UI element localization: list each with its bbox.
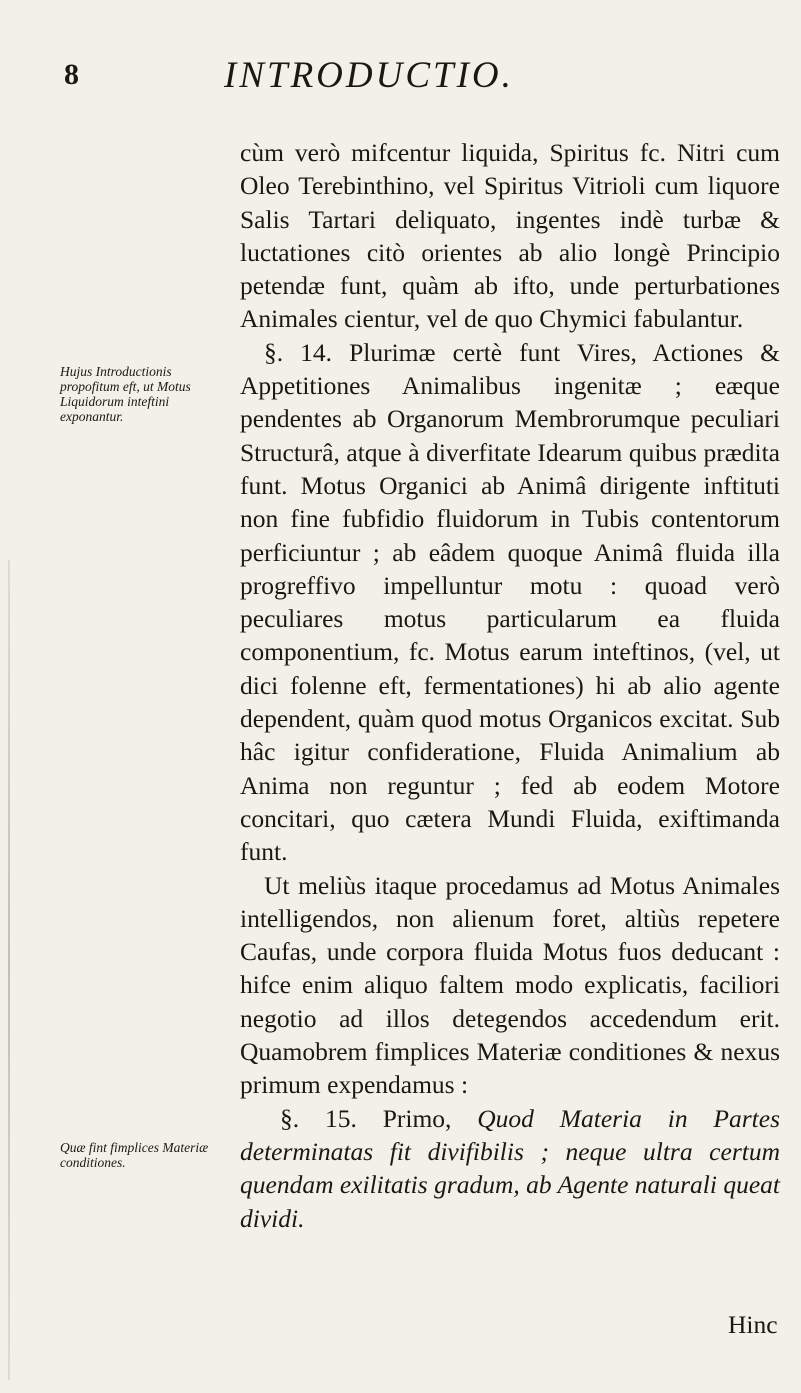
ut-melius-paragraph: Ut meliùs itaque procedamus ad Motus Animales intelligendos, non alienum foret, altiùs repetere Caufas, unde corpora fluida Motus fuos deducant : hifce enim aliquo faltem modo explicatis, faciliori negotio ad illos detegendos accedendum erit. Quamobrem fimplices Materiæ conditiones & nexus primum expendamus : xyxy=(240,870,780,1100)
section-15-lead: Primo, xyxy=(382,1103,452,1133)
section-14-text: Plurimæ certè funt Vires, Actiones & Appetitiones Animalibus ingenitæ ; eæque pendentes ab Organorum Membrorumque peculiari Structurâ, atque à diverfitate Idearum quibus prædita funt. Motus Organici ab Animâ dirigente inftituti non fine fubfidio fluidorum in Tubis contentorum perficiuntur ; ab eâdem quoque Animâ fluida illa progreffivo impelluntur motu : quoad verò peculiares motus particularum ea fluida componentium, fc. Motus earum inteftinos, (vel, ut dici folenne eft, fermentationes) hi ab alio agente dependent, quàm quod motus Organicos excitat. Sub hâc igitur confideratione, Fluida Animalium ab Anima non reguntur ; fed ab eodem Motore concitari, quo cætera Mundi Fluida, exiftimanda funt. xyxy=(240,337,781,867)
page-number: 8 xyxy=(64,58,79,91)
section-15-paragraph xyxy=(240,1102,780,1235)
body-text xyxy=(240,136,780,1235)
running-title: INTRODUCTIO. xyxy=(224,55,514,96)
section-15-label: §. 15. xyxy=(280,1103,357,1133)
page-gutter-shadow xyxy=(8,560,10,1380)
section-14-paragraph xyxy=(240,336,780,869)
page-header xyxy=(0,55,801,108)
marginal-note-15: Quæ fint fimplices Materiæ conditiones. xyxy=(60,1140,209,1170)
opening-paragraph: cùm verò mifcentur liquida, Spiritus fc. Nitri cum Oleo Terebinthino, vel Spiritus Vitrioli cum liquore Salis Tartari deliquato, ingentes indè turbæ & luctationes citò orientes ab alio longè Principio petendæ funt, quàm ab ifto, unde perturbationes Animales cientur, vel de quo Chymici fabulantur. xyxy=(240,138,780,334)
section-14-label: §. 14. xyxy=(264,337,333,367)
marginal-note-14: Hujus Introductionis propofitum eft, ut Motus Liquidorum inteftini exponantur. xyxy=(60,364,191,424)
section-15-text: Quod Materia in Partes determinatas fit divifibilis ; neque ultra certum quendam exilitatis gradum, ab Agente naturali queat dividi. xyxy=(240,1103,781,1233)
catchword: Hinc xyxy=(728,1310,778,1339)
